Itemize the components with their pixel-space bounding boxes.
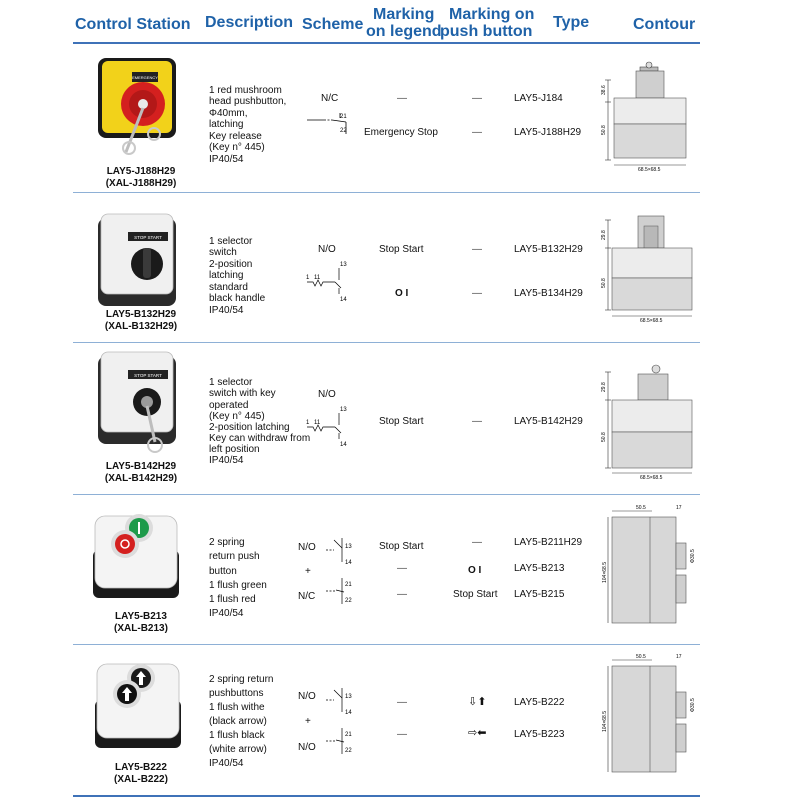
legend-mark: Stop Start: [379, 244, 424, 255]
header-rule: [73, 42, 700, 44]
scheme-terminal: 13: [345, 544, 352, 550]
scheme-terminal: 21: [345, 732, 352, 738]
description-line: 2-position latching: [209, 422, 290, 433]
scheme-contact-label: N/C: [298, 591, 316, 602]
scheme-terminal: 14: [340, 297, 347, 303]
row-separator: [73, 192, 700, 193]
contour-dim: 50.5: [636, 505, 646, 511]
header-control-station: Control Station: [75, 16, 191, 33]
description-line: Key release: [209, 131, 262, 142]
contour-drawing: [600, 55, 700, 177]
scheme-terminal: 1: [306, 420, 310, 426]
header-description: Description: [205, 14, 294, 31]
scheme-terminal: 13: [345, 694, 352, 700]
station-photo-b222: [93, 656, 185, 763]
type-code: LAY5-B213: [514, 563, 565, 574]
scheme-diagram-no: [305, 258, 355, 303]
header-marking-button-1: Marking on: [449, 6, 535, 23]
station-photo-b142: [97, 350, 185, 465]
contour-dim: 68.5×68.5: [640, 318, 663, 324]
description-line: 2-position: [209, 259, 253, 270]
description-line: 1 selector: [209, 236, 253, 247]
description-line: IP40/54: [209, 305, 244, 316]
station-photo-b132: [97, 212, 179, 313]
scheme-diagram-pair: [324, 686, 364, 756]
legend-mark: Stop Start: [379, 416, 424, 427]
button-mark: O I: [468, 565, 482, 576]
button-mark: ⇨⬅: [468, 727, 487, 739]
description-line: return push: [209, 551, 260, 562]
svg-text:STOP START: STOP START: [134, 373, 162, 378]
type-code: LAY5-B222: [514, 697, 565, 708]
contour-dim: 50.8: [601, 432, 607, 442]
description-line: left position: [209, 444, 260, 455]
contour-drawing: [600, 210, 700, 325]
legend-mark: Stop Start: [379, 541, 424, 552]
legend-mark: —: [397, 93, 407, 104]
scheme-terminal: 21: [340, 114, 347, 120]
scheme-terminal: 21: [345, 582, 352, 588]
scheme-diagram-nc: [302, 108, 362, 138]
description-line: IP40/54: [209, 154, 244, 165]
button-mark: Stop Start: [453, 589, 498, 600]
scheme-terminal: 13: [340, 407, 347, 413]
scheme-terminal: 11: [314, 275, 321, 281]
header-marking-button-2: push button: [440, 23, 533, 40]
description-line: 1 flush red: [209, 594, 256, 605]
station-photo-j188: [96, 56, 184, 171]
contour-dim: Φ30.5: [690, 698, 696, 712]
contour-dim: 50.5: [636, 654, 646, 660]
description-line: latching: [209, 119, 244, 130]
station-label-alt: (XAL-B222): [114, 774, 168, 785]
scheme-diagram-no: [305, 403, 355, 448]
button-mark: —: [472, 288, 482, 299]
description-line: 2 spring return: [209, 674, 274, 685]
header-marking-legend-2: on legend: [366, 23, 442, 40]
scheme-contact-label: N/O: [318, 244, 336, 255]
description-line: (Key n° 445): [209, 411, 265, 422]
type-code: LAY5-B223: [514, 729, 565, 740]
contour-dim: 68.5×68.5: [640, 475, 663, 481]
description-line: IP40/54: [209, 455, 244, 466]
button-mark: —: [472, 93, 482, 104]
description-line: pushbuttons: [209, 688, 264, 699]
scheme-terminal: 22: [345, 748, 352, 754]
scheme-terminal: 14: [345, 560, 352, 566]
row-separator: [73, 644, 700, 645]
description-line: 1 red mushroom: [209, 85, 282, 96]
svg-text:STOP START: STOP START: [134, 235, 162, 240]
station-label-alt: (XAL-J188H29): [105, 178, 177, 189]
description-line: 1 selector: [209, 377, 253, 388]
description-line: switch with key: [209, 388, 276, 399]
header-marking-legend-1: Marking: [373, 6, 435, 23]
station-label-main: LAY5-B132H29: [105, 309, 177, 320]
header-type: Type: [553, 14, 590, 31]
description-line: Key can withdraw from: [209, 433, 311, 444]
description-line: (black arrow): [209, 716, 267, 727]
button-mark: —: [472, 416, 482, 427]
description-line: button: [209, 566, 237, 577]
station-label-alt: (XAL-B142H29): [104, 473, 178, 484]
type-code: LAY5-B134H29: [514, 288, 583, 299]
scheme-contact-label: N/O: [298, 542, 316, 553]
contour-dim: 50.8: [601, 125, 607, 135]
type-code: LAY5-J188H29: [514, 127, 582, 138]
contour-drawing: [600, 360, 700, 482]
description-line: 1 flush green: [209, 580, 267, 591]
scheme-terminal: 14: [340, 442, 347, 448]
scheme-terminal: 1: [306, 275, 310, 281]
legend-mark: O I: [395, 288, 409, 299]
type-code: LAY5-B215: [514, 589, 565, 600]
contour-drawing: [600, 652, 700, 780]
header-scheme: Scheme: [302, 16, 364, 33]
description-line: IP40/54: [209, 608, 244, 619]
footer-rule: [73, 795, 700, 797]
scheme-terminal: 22: [340, 128, 347, 134]
row-separator: [73, 494, 700, 495]
legend-mark: —: [397, 563, 407, 574]
button-mark: ⇩⬆: [468, 696, 487, 708]
description-line: Φ40mm,: [209, 108, 248, 119]
description-line: 2 spring: [209, 537, 245, 548]
scheme-plus: +: [305, 566, 311, 577]
description-line: black handle: [209, 293, 266, 304]
contour-dim: 38.6: [601, 85, 607, 95]
contour-dim: 17: [676, 505, 682, 511]
contour-dim: 29.8: [601, 230, 607, 240]
station-label-main: LAY5-J188H29: [106, 166, 176, 177]
description-line: 1 flush withe: [209, 702, 265, 713]
description-line: operated: [209, 400, 249, 411]
description-line: switch: [209, 247, 237, 258]
row-separator: [73, 342, 700, 343]
scheme-contact-label: N/O: [318, 389, 336, 400]
station-label-alt: (XAL-B213): [114, 623, 168, 634]
scheme-terminal: 13: [340, 262, 347, 268]
station-photo-b213: [91, 510, 183, 613]
header-contour: Contour: [633, 16, 696, 33]
type-code: LAY5-B211H29: [514, 537, 583, 548]
contour-dim: 17: [676, 654, 682, 660]
contour-dim: 29.8: [601, 382, 607, 392]
svg-text:EMERGENCY: EMERGENCY: [132, 75, 158, 80]
contour-dim: Φ30.5: [690, 549, 696, 563]
legend-mark: —: [397, 729, 407, 740]
scheme-contact-label: N/O: [298, 691, 316, 702]
description-line: (Key n° 445): [209, 142, 265, 153]
legend-mark: —: [397, 697, 407, 708]
contour-dim: 104×68.5: [602, 711, 608, 732]
description-line: IP40/54: [209, 758, 244, 769]
station-label-main: LAY5-B222: [115, 762, 167, 773]
station-label-alt: (XAL-B132H29): [104, 321, 178, 332]
scheme-contact-label: N/C: [321, 93, 339, 104]
type-code: LAY5-B142H29: [514, 416, 583, 427]
contour-drawing: [600, 503, 700, 631]
contour-dim: 50.8: [601, 278, 607, 288]
station-label-main: LAY5-B213: [115, 611, 167, 622]
button-mark: —: [472, 537, 482, 548]
button-mark: —: [472, 127, 482, 138]
scheme-diagram-pair: [324, 536, 364, 606]
contour-dim: 104×68.5: [602, 562, 608, 583]
description-line: latching: [209, 270, 244, 281]
scheme-plus: +: [305, 716, 311, 727]
scheme-terminal: 14: [345, 710, 352, 716]
contour-dim: 68.5×68.5: [638, 167, 661, 173]
scheme-terminal: 11: [314, 420, 321, 426]
description-line: head pushbutton,: [209, 96, 287, 107]
button-mark: —: [472, 244, 482, 255]
description-line: standard: [209, 282, 248, 293]
scheme-contact-label: N/O: [298, 742, 316, 753]
legend-mark: Emergency Stop: [364, 127, 438, 138]
scheme-terminal: 22: [345, 598, 352, 604]
description-line: (white arrow): [209, 744, 267, 755]
type-code: LAY5-B132H29: [514, 244, 583, 255]
description-line: 1 flush black: [209, 730, 265, 741]
station-label-main: LAY5-B142H29: [105, 461, 177, 472]
type-code: LAY5-J184: [514, 93, 563, 104]
legend-mark: —: [397, 589, 407, 600]
